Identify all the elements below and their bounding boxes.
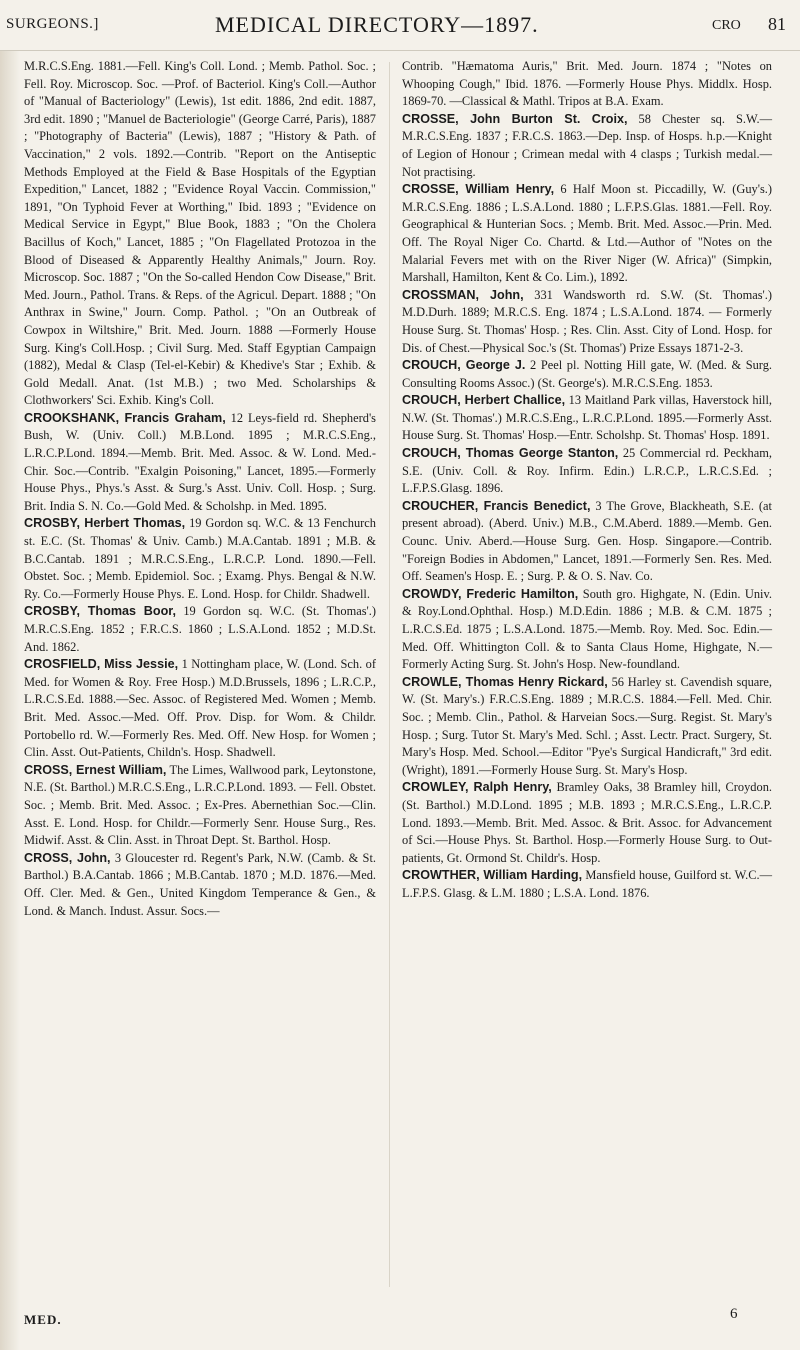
page-header — [0, 6, 800, 51]
directory-entry — [402, 181, 772, 287]
entry-text: 58 Chester sq. S.W.—M.R.C.S.Eng. 1837 ; F.R.C.S. 1863.—Dep. Insp. of Hosps. h.p.—Knight of Legion of Honour ; Crimean medal with 4 clasps ; Turkish medal.—Not practising. — [402, 111, 772, 179]
directory-entry — [402, 779, 772, 867]
entry-text: The Limes, Wallwood park, Leytonstone, N.E. (St. Barthol.) M.R.C.S.Eng., L.R.C.P.Lond. 1893. — Fell. Obstet. Soc. ; Memb. Brit. Med. Assoc. ; Ex-Pres. Abernethian Soc.—Clin. Asst. E. Lond. Hosp. for Childr.—Formerly Senr. House Surg., Res. Midwif. Asst. & Clin. Asst. in Throat Dept. St. Barthol. Hosp. — [24, 762, 376, 848]
entry-name: CROSS, Ernest William, — [24, 762, 167, 777]
entry-name: CROSBY, Herbert Thomas, — [24, 516, 186, 531]
header-index-abbr: CRO — [712, 18, 741, 33]
directory-entry — [402, 867, 772, 902]
directory-entry — [402, 111, 772, 181]
directory-entry — [24, 762, 376, 850]
entry-text: 19 Gordon sq. W.C. & 13 Fenchurch st. E.C. (St. Thomas' & Univ. Camb.) M.A.Cantab. 1891 ; M.B. & B.C.Cantab. 1891 ; M.R.C.S.Eng., L.R.C.P. Lond. 1890.—Fell. Obstet. Soc. ; Memb. Epidemiol. Soc. ; Examg. Phys. Bengal & N.W. Ry. Co.—Formerly House Phys. E. Lond. Hosp. for Childr. Shadwell. — [24, 516, 376, 601]
entry-text: M.R.C.S.Eng. 1881.—Fell. King's Coll. Lond. ; Memb. Pathol. Soc. ; Fell. Roy. Microscop. Soc. —Prof. of Bacteriol. King's Coll.—Author of "Manual of Bacteriology" (Lewis), 1st edit. 1886, 2nd edit. 1887, 3rd edit. 1890 ; "Manuel de Bacteriologie" (George Carré, Paris), 1887 ; "Photography of Bacteria" (Lewis), 1887 ; "History & Path. of Vaccination," 2 vols. 1892.—Contrib. "Report on the Antiseptic Methods Employed at the Field & Base Hospitals of the Egyptian Expedition," Lancet, 1882 ; "Evidence Royal Vaccin. Commission," 1891, "On Typhoid Fever at Worthing," Ibid. 1893 ; "Evidence on Medical Service in Egypt," Blue Book, 1883 ; "On the Cholera Bacillus of Koch," Lancet, 1885 ; "On Flagellated Protozoa in the Blood of Diseased & Apparently Healthy Animals," Journ. Roy. Microscop. Soc. 1887 ; "On the So-called Hendon Cow Disease," Brit. Med. Journ., Pathol. Trans. & Reps. of the Agricul. Depart. 1888 ; "On Anthrax in Swine," Journ. Comp. Pathol. ; "On an Outbreak of Cowpox in Wiltshire," Brit. Med. Journ. 1888 —Formerly House Surg. King's Coll.Hosp. ; Civil Surg. Med. Staff Egyptian Campaign (1882), Medal & Clasp (Tel-el-Kebir) & Khedive's Star ; Exhib. & Gold Medall. Anat. (1st M.B.) ; two Med. Scholarships & Clothworkers' Sci. Exhib. King's Coll. — [24, 59, 376, 408]
entry-name: CROSSE, John Burton St. Croix, — [402, 111, 628, 126]
directory-entry — [24, 656, 376, 762]
entry-name: CROUCH, Herbert Challice, — [402, 393, 566, 408]
directory-entry — [24, 603, 376, 656]
entry-name: CROSSE, William Henry, — [402, 182, 555, 197]
column-divider — [389, 62, 390, 1287]
entry-name: CROWLEY, Ralph Henry, — [402, 780, 552, 795]
footer-signature-number: 6 — [730, 1306, 738, 1322]
entry-name: CROOKSHANK, Francis Graham, — [24, 410, 226, 425]
entry-text: 3 The Grove, Blackheath, S.E. (at present abroad). (Aberd. Univ.) M.B., C.M.Aberd. 1889.—Memb. Gen. Counc. Univ. Aberd.—House Surg. Gen. Hosp. Singapore.—Contrib. "Foreign Bodies in Abdomen," Lancet, 1891.—Formerly Sen. Res. Med. Off. Seamen's Hosp. E. ; Surg. P. & O. S. Nav. Co. — [402, 498, 772, 584]
footer-signature: MED. — [24, 1312, 62, 1327]
entry-text: Bramley Oaks, 38 Bramley hill, Croydon. (St. Barthol.) M.D.Lond. 1895 ; M.B. 1893 ; M.R.C.S.Eng., L.R.C.P. Lond. 1893.—Memb. Brit. Med. Assoc. & Brit. Assoc. for Advancement of Sci.—House Phys. St. Barthol. Hosp.—Formerly House Surg. to Out-patients, Gt. Ormond St. Childr's. Hosp. — [402, 780, 772, 865]
entry-text: Mansfield house, Guilford st. W.C.—L.F.P.S. Glasg. & L.M. 1880 ; L.S.A. Lond. 1876. — [402, 868, 773, 900]
entry-text: 12 Leys-field rd. Shepherd's Bush, W. (Univ. Coll.) M.B.Lond. 1895 ; M.R.C.S.Eng., L.R.C.P.Lond. 1894.—Memb. Brit. Med. Assoc. & W. Lond. Med.-Chir. Soc.—Contrib. "Exalgin Poisoning," Lancet, 1895.—Formerly House Phys., Phys.'s Asst. & Surg.'s Asst. Univ. Coll. Hosp. ; Surg. Brit. India S. N. Co.—Gold Med. & Scholshp. in Med. 1895. — [24, 410, 376, 513]
entry-name: CROUCH, Thomas George Stanton, — [402, 446, 619, 461]
entry-name: CROWDY, Frederic Hamilton, — [402, 586, 579, 601]
directory-entry — [402, 586, 772, 674]
entry-text: 6 Half Moon st. Piccadilly, W. (Guy's.) M.R.C.S.Eng. 1886 ; L.S.A.Lond. 1880 ; L.F.P.S.Glas. 1881.—Fell. Roy. Geographical & Hunterian Socs. ; Memb. Brit. Med. Assoc.—Prin. Med. Off. The Royal Niger Co. Chartd. & Ltd.—Author of "Notes on the Malarial Fevers met with on the River Niger (W. Africa)" (Simpkin, Marshall, Hamilton, Kent & Co. Lim.), 1892. — [402, 182, 772, 285]
entry-name: CROWTHER, William Harding, — [402, 868, 583, 883]
directory-entry — [402, 58, 772, 111]
entry-text: 13 Maitland Park villas, Haverstock hill, N.W. (St. Thomas'.) M.R.C.S.Eng., L.R.C.P.Lond. 1895.—Formerly Asst. House Surg. St. Thomas' Hosp.—Entr. Scholshp. St. Thomas' Hosp. 1891. — [402, 393, 772, 443]
directory-entry — [402, 287, 772, 357]
entry-text: 3 Gloucester rd. Regent's Park, N.W. (Camb. & St. Barthol.) B.A.Cantab. 1866 ; M.B.Cantab. 1870 ; M.D. 1876.—Med. Off. Cler. Med. & Gen., United Kingdom Temperance & Gen., & Lond. & Manch. Indust. Assur. Socs.— — [24, 850, 376, 918]
directory-entry — [402, 445, 772, 498]
entry-text: Contrib. "Hæmatoma Auris," Brit. Med. Journ. 1874 ; "Notes on Whooping Cough," Ibid. 1876. —Formerly House Phys. Middlx. Hosp. 1869-70. —Classical & Mathl. Tripos at B.A. Exam. — [402, 59, 772, 109]
directory-entry — [402, 498, 772, 586]
page-number: 81 — [768, 14, 786, 34]
entry-name: CROUCHER, Francis Benedict, — [402, 498, 591, 513]
book-spine-shadow — [0, 50, 20, 1350]
header-title: MEDICAL DIRECTORY—1897. — [215, 12, 539, 37]
entry-name: CROUCH, George J. — [402, 358, 526, 373]
entry-name: CROSFIELD, Miss Jessie, — [24, 657, 179, 672]
entry-name: CROSSMAN, John, — [402, 287, 524, 302]
directory-entry — [24, 850, 376, 920]
directory-entry — [402, 357, 772, 392]
entry-text: South gro. Highgate, N. (Edin. Univ. & Roy.Lond.Ophthal. Hosp.) M.D.Edin. 1886 ; M.B. & C.M. 1875 ; L.R.C.S.Ed. 1875 ; L.S.A.Lond. 1875.—Memb. Roy. Med. Soc. Edin.—Med. Off. Whittington Coll. & to Santa Claus Home, Highgate, N.—Formerly Acting Surg. St. John's Hosp. New-foundland. — [402, 586, 772, 672]
left-column — [24, 58, 376, 920]
entry-text: 19 Gordon sq. W.C. (St. Thomas'.) M.R.C.S.Eng. 1852 ; F.R.C.S. 1860 ; L.S.A.Lond. 1852 ; M.D.St. And. 1862. — [24, 604, 376, 654]
directory-entry — [24, 58, 376, 410]
header-section-label: SURGEONS.] — [6, 16, 99, 32]
entry-name: CROSS, John, — [24, 850, 111, 865]
directory-entry — [402, 392, 772, 445]
directory-entry — [402, 674, 772, 780]
entry-text: 1 Nottingham place, W. (Lond. Sch. of Med. for Women & Roy. Free Hosp.) M.D.Brussels, 1896 ; L.R.C.P., L.R.C.S.Ed. 1888.—Sec. Assoc. of Registered Med. Women ; Memb. Brit. Med. Assoc.—Med. Off. Prov. Disp. for Wom. & Childr. Portobello rd. W.—Formerly Res. Med. Off. New Hosp. for Women ; Clin. Asst. Out-Patients, Childn's. Hosp. Shadwell. — [24, 657, 376, 760]
directory-entry — [24, 515, 376, 603]
entry-text: 2 Peel pl. Notting Hill gate, W. (Med. & Surg. Consulting Rooms Assoc.) (St. George's). M.R.C.S.Eng. 1853. — [402, 358, 772, 390]
directory-entry — [24, 410, 376, 516]
right-column — [402, 58, 772, 903]
entry-name: CROSBY, Thomas Boor, — [24, 604, 176, 619]
entry-text: 56 Harley st. Cavendish square, W. (St. Mary's.) F.R.C.S.Eng. 1889 ; M.R.C.S. 1884.—Fell. Med. Chir. Soc. ; Memb. Clin., Pathol. & Harveian Socs.—Surg. Regist. St. Mary's Hosp. ; Surg. Tutor St. Mary's Med. Schl. ; Asst. Lectr. Pract. Surgery, St. Mary's Hosp. Med. School.—Editor "Pye's Surgical Handicraft," 3rd edit. (Wright), 1891.—Formerly House Surg. St. Mary's Hosp. — [402, 674, 772, 777]
entry-name: CROWLE, Thomas Henry Rickard, — [402, 674, 608, 689]
entry-text: 25 Commercial rd. Peckham, S.E. (Univ. Coll. & Roy. Infirm. Edin.) L.R.C.P., L.R.C.S.Ed. ; L.F.P.S.Glasg. 1896. — [402, 446, 772, 496]
entry-text: 331 Wandsworth rd. S.W. (St. Thomas'.) M.D.Durh. 1889; M.R.C.S. Eng. 1874 ; L.S.A.Lond. 1874. — Formerly House Surg. St. Thomas' Hosp. ; Res. Clin. Asst. City of Lond. Hosp. for Dis. of Chest.—Physical Soc.'s (St. Thomas') Prize Essays 1871-2-3. — [402, 287, 772, 355]
